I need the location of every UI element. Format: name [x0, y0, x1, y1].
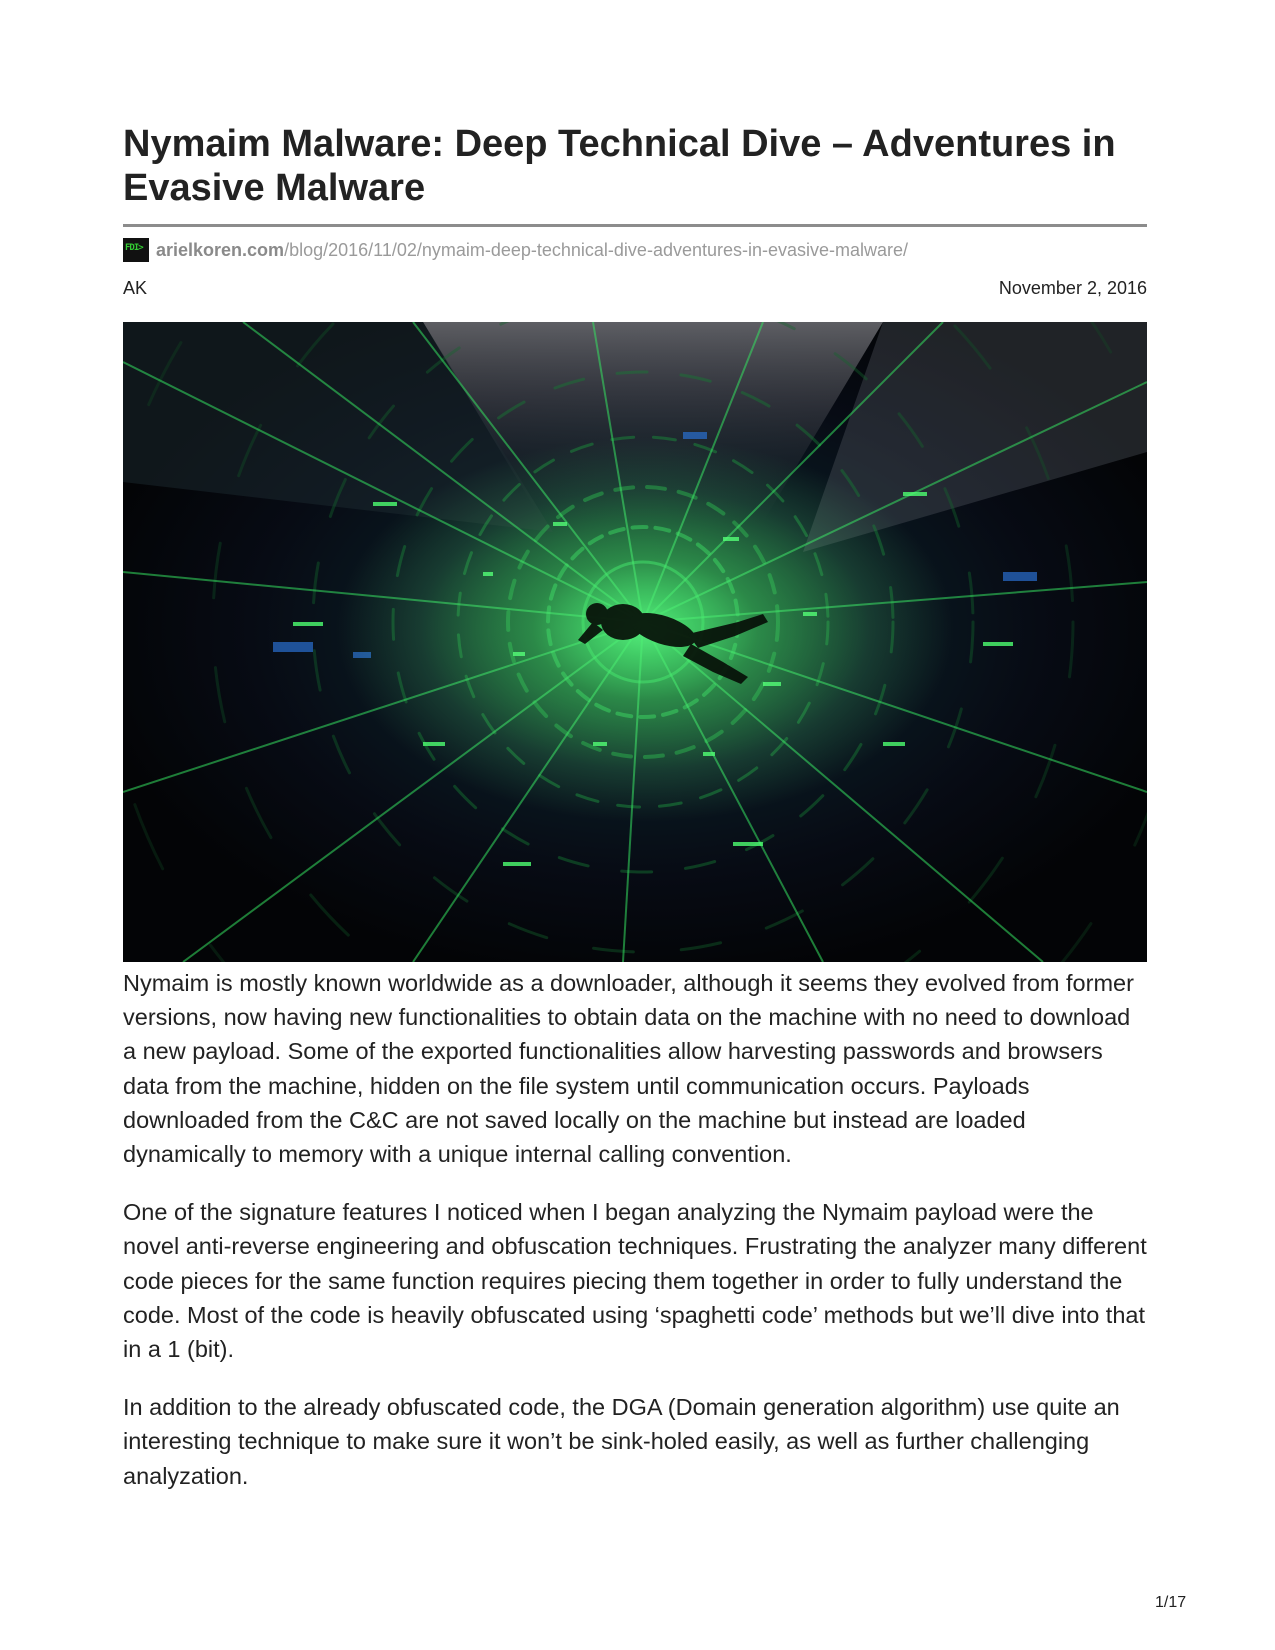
source-path: /blog/2016/11/02/nymaim-deep-technical-dive-adventures-in-evasive-malware/ [284, 239, 909, 260]
source-domain: arielkoren.com [156, 239, 285, 260]
author: AK [123, 278, 148, 298]
article-paragraph: One of the signature features I noticed when I began analyzing the Nymaim payload were the novel anti-reverse engineering and obfuscation techniques. Frustrating the analyzer many different code pieces for the same function requires piecing them together in order to fully understand the code. Most of the code is heavily obfuscated using ‘spaghetti code’ methods but we’ll dive into that in a 1 (bit). [123, 1199, 1147, 1363]
article-paragraph: In addition to the already obfuscated code, the DGA (Domain generation algorithm) use quite an interesting technique to make sure it won’t be sink-holed easily, as well as further challenging analyzation. [123, 1394, 1120, 1489]
article-meta [123, 275, 1147, 301]
hero-image [123, 322, 1147, 962]
site-favicon-icon [123, 238, 149, 262]
source-link[interactable] [123, 237, 1147, 263]
article [123, 122, 1147, 1493]
favicon-label: FDI> [125, 243, 143, 253]
article-body [123, 966, 1147, 1493]
publish-date: November 2, 2016 [998, 278, 1147, 298]
page-number: 1/17 [1155, 1594, 1187, 1611]
title-divider [123, 224, 1147, 227]
article-paragraph: Nymaim is mostly known worldwide as a downloader, although it seems they evolved from former versions, now having new functionalities to obtain data on the machine with no need to download a new payload. Some of the exported functionalities allow harvesting passwords and browsers data from the machine, hidden on the file system until communication occurs. Payloads downloaded from the C&C are not saved locally on the machine but instead are loaded dynamically to memory with a unique internal calling convention. [123, 970, 1134, 1168]
article-title: Nymaim Malware: Deep Technical Dive – Adventures in Evasive Malware [123, 123, 1116, 209]
